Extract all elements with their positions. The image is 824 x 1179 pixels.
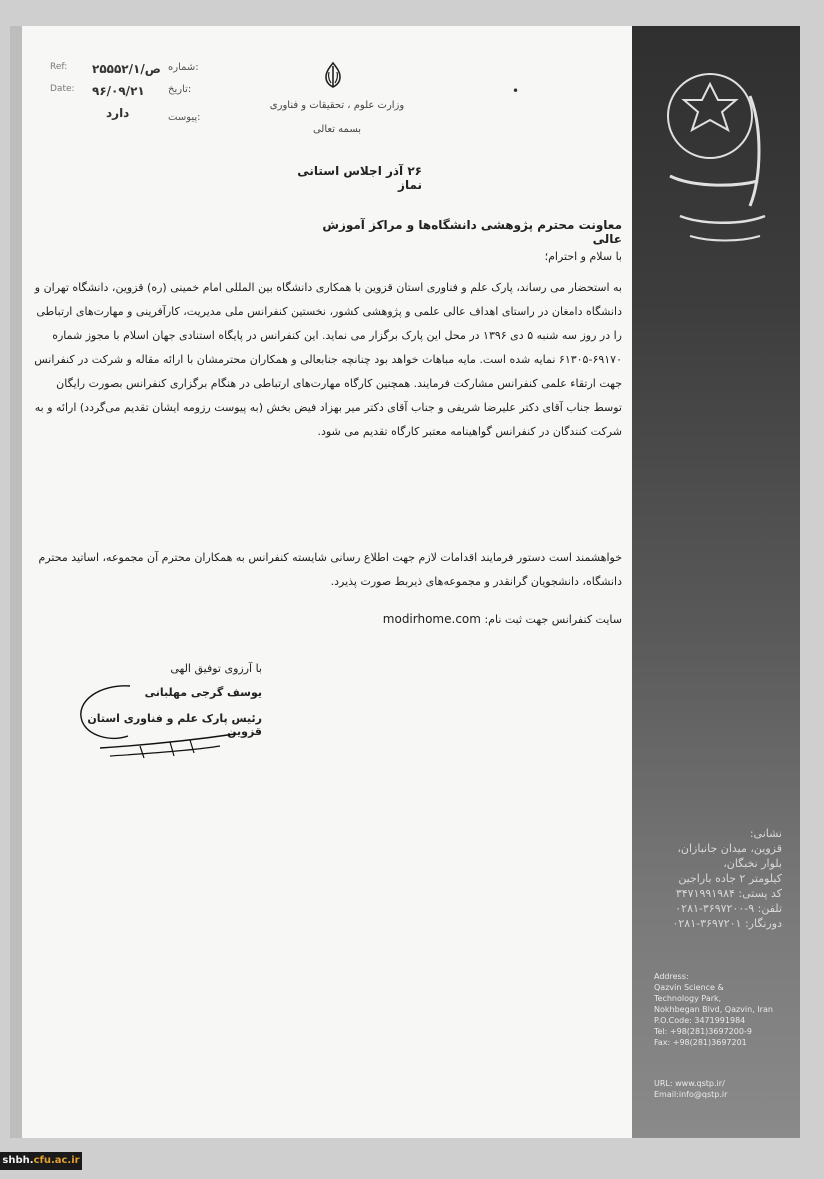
letterhead-sidebar [632,26,800,1138]
attachment-value: دارد [106,106,130,120]
badge-domain: cfu.ac.ir [33,1155,80,1166]
letter-page [22,26,800,1138]
letter-body-paragraph-1: به استحضار می رساند، پارک علم و فناوری استان قزوین با همکاری دانشگاه بین المللی امام خمینی (ره) قزوین، دانشگاه تهران و دانشگاه دامغان در راستای اهداف عالی علمی و پژوهشی کشور، نخستین کنفرانس ملی مدیریت، کارآفرینی و مهارت‌های ارتباطی را در روز سه شنبه ۵ دی ۱۳۹۶ در محل این پارک برگزار می نماید. این کنفرانس در پایگاه استنادی جهان اسلام با مجوز شماره ۶۹۱۷۰-۶۱۳۰۵ نمایه شده است. مایه مباهات خواهد بود چنانچه جنابعالی و همکاران محترمشان با ارائه مقاله و شرکت در کنفرانس جهت ارتقاء علمی کنفرانس مشارکت فرمایند. همچنین کارگاه مهارت‌های ارتباطی در هنگام برگزاری کنفرانس بصورت رایگان توسط جناب آقای دکتر علیرضا شریفی و جناب آقای دکتر میر بهزاد فیض بخش (به پیوست رزومه ایشان تقدیم می‌گردد) ارائه و به شرکت کنندگان در کنفرانس گواهینامه معتبر کارگاه تقدیم می شود. [34,281,622,438]
address-en-line: Nokhbegan Blvd, Qazvin, Iran [654,1005,773,1014]
ref-number: ۲۵۵۵۲/ص/۱ [92,62,161,76]
address-en-line: Qazvin Science & [654,983,724,992]
address-en-line: Tel: +98(281)3697200-9 [654,1027,752,1036]
scan-edge [10,26,22,1138]
date-label-en: Date: [50,84,75,94]
signer-title: رئیس پارک علم و فناوری استان قزوین [87,712,262,738]
site-url[interactable]: modirhome.com [382,612,481,626]
letter-body-paragraph-2: خواهشمند است دستور فرمایند اقدامات لازم جهت اطلاع رسانی شایسته کنفرانس به همکاران محترم آن مجموعه، اساتید محترم دانشگاه، دانشجویان گرانقدر و مجموعه‌های ذیربط صورت پذیرد. [38,551,622,588]
park-logo-icon [650,56,780,256]
badge-text: shbh. [2,1155,34,1166]
site-label: سایت کنفرانس جهت ثبت نام: [484,613,622,626]
ref-label-en: Ref: [50,62,68,72]
address-fa-line: نشانی: [749,827,782,840]
iran-emblem-icon [318,60,348,90]
website-url[interactable]: URL: www.qstp.ir/ [654,1079,725,1088]
ref-label-fa: شماره: [168,62,199,73]
handwritten-signature [70,676,270,766]
letter-greeting: با سلام و احترام؛ [544,250,622,263]
source-watermark-badge [0,1152,82,1170]
address-en-line: P.O.Code: 3471991984 [654,1016,746,1025]
scan-mark: • [512,84,520,98]
date-value: ۹۶/۰۹/۲۱ [92,84,145,98]
address-fa-line: بلوار نخبگان، [723,857,782,870]
letter-addressee: معاونت محترم پژوهشی دانشگاه‌ها و مراکز آموزش عالی [322,218,622,246]
address-en-line: Fax: +98(281)3697201 [654,1038,747,1047]
closing-phrase: با آرزوی توفیق الهی [170,662,262,675]
address-fa-line: کد پستی: ۳۴۷۱۹۹۱۹۸۴ [675,887,782,900]
letter-subject: ۲۶ آذر اجلاس استانی نماز [297,164,422,192]
address-persian [642,826,782,931]
contact-web [654,1078,727,1100]
address-en-line: Technology Park, [654,994,722,1003]
address-fa-line: دورنگار: ۳۶۹۷۲۰۱-۰۲۸۱ [672,917,782,930]
contact-email[interactable]: Email:info@qstp.ir [654,1090,728,1099]
address-en-line: Address: [654,972,689,981]
signer-name: یوسف گرجی مهلبانی [144,686,262,699]
address-fa-line: کیلومتر ۲ جاده باراجین [678,872,782,885]
conference-site-line [372,612,622,626]
address-fa-line: تلفن: ۹-۳۶۹۷۲۰۰-۰۲۸۱ [675,902,782,915]
attachment-label-fa: پیوست: [168,112,201,123]
basmala: بسمه تعالی [312,124,362,135]
date-label-fa: تاریخ: [168,84,192,95]
address-english [654,971,794,1048]
address-fa-line: قزوین، میدان جانبازان، [677,842,782,855]
ministry-name: وزارت علوم ، تحقیقات و فناوری [269,100,405,111]
